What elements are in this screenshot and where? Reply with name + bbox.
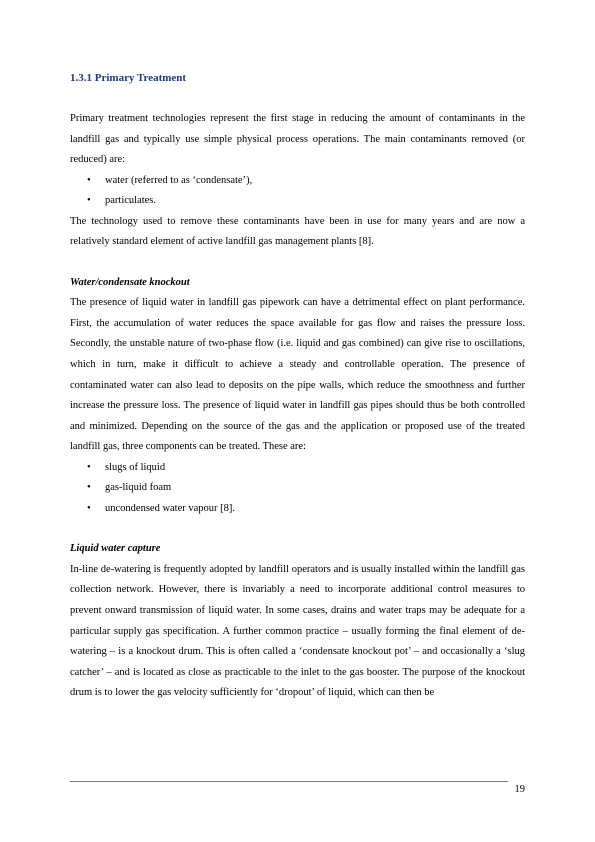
list-item: • slugs of liquid xyxy=(87,458,525,479)
liquid-capture-paragraph: In-line de-watering is frequently adopted by landfill operators and is usually installed within the landfill gas collection network. However, there is invariably a need to incorporate additional control measures to prevent onward transmission of liquid water. In some cases, drains and water traps may be adequate for a particular supply gas specification. A further common practice – usually forming the final element of de-watering – is a knockout drum. This is often called a ‘condensate knockout pot’ – and occasionally a ‘slug catcher’ – and is located as close as practicable to the inlet to the gas booster. The purpose of the knockout drum is to lower the gas velocity sufficiently for ‘dropout’ of liquid, which can then be xyxy=(70,563,525,699)
footer-divider xyxy=(70,781,508,782)
section-heading: 1.3.1 Primary Treatment xyxy=(70,72,187,84)
water-knockout-paragraph: The presence of liquid water in landfill gas pipework can have a detrimental effect on plant performance. First, the accumulation of water reduces the space available for gas flow and raises the pressure loss. Secondly, the unstable nature of two-phase flow (i.e. liquid and gas combined) can give rise to oscillations, which in turn, make it difficult to achieve a steady and controllable operation. The presence of contaminated water can also lead to deposits on the pipe walls, which reduce the smoothness and further increase the pressure loss. The presence of liquid water in landfill gas pipes should thus be both controlled and minimized. Depending on the source of the gas and the application or proposed use of the treated landfill gas, three components can be treated. These are: xyxy=(70,297,525,453)
contaminant-list xyxy=(70,171,525,212)
intro-followup-paragraph: The technology used to remove these contaminants have been in use for many years and are now a relatively standard element of active landfill gas management plants [8]. xyxy=(70,215,525,248)
list-item: • gas-liquid foam xyxy=(87,478,525,499)
page-number: 19 xyxy=(514,784,525,795)
list-item: • particulates. xyxy=(87,191,525,212)
list-item: • uncondensed water vapour [8]. xyxy=(87,499,525,520)
list-item: • water (referred to as ‘condensate’), xyxy=(87,171,525,192)
water-components-list xyxy=(70,458,525,520)
subheading-water-knockout: Water/condensate knockout xyxy=(70,276,190,288)
subheading-liquid-capture: Liquid water capture xyxy=(70,543,161,555)
intro-paragraph: Primary treatment technologies represent the first stage in reducing the amount of contaminants in the landfill gas and typically use simple physical process operations. The main contaminants removed (or reduced) are: xyxy=(70,113,525,166)
page-content xyxy=(70,69,525,704)
